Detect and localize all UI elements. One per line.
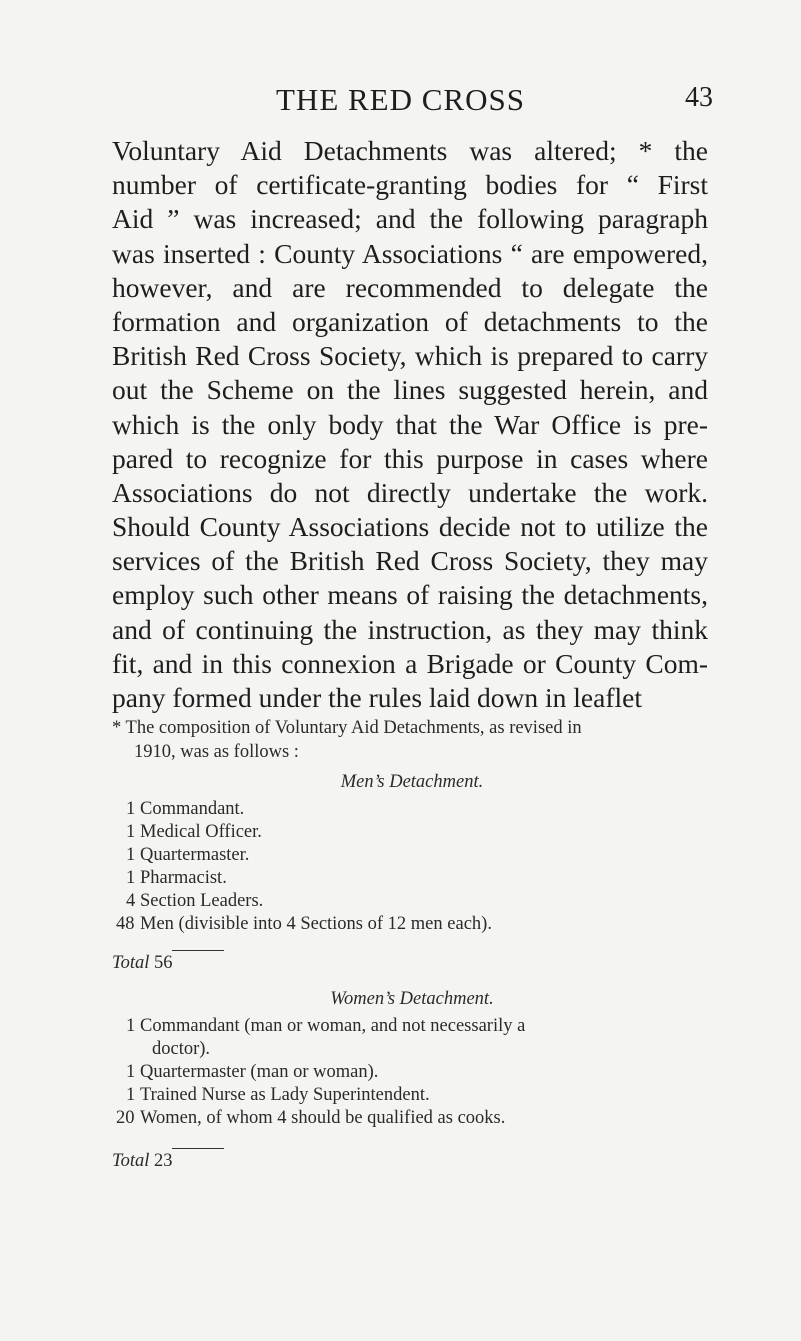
body-line: formation and organization of detachments to the (112, 305, 708, 337)
list-item: 48 Men (divisible into 4 Sections of 12 men each). (116, 914, 492, 934)
list-item: 1 Commandant (man or woman, and not necessarily a (126, 1016, 526, 1036)
body-line: which is the only body that the War Office is pre- (112, 408, 708, 440)
womens-detachment-heading: Women’s Detachment. (330, 989, 494, 1009)
list-item-cont: doctor). (152, 1039, 211, 1059)
body-line: Associations do not directly undertake the work. (112, 476, 708, 508)
footnote-intro-cont: 1910, was as follows : (134, 742, 299, 762)
list-item: 1 Quartermaster (man or woman). (126, 1062, 379, 1082)
running-title: THE RED CROSS (276, 82, 525, 117)
mens-total: Total 56 (112, 953, 173, 973)
womens-detachment-list (112, 1015, 712, 1130)
footnote-intro: * The composition of Voluntary Aid Detachments, as revised in (112, 718, 582, 738)
womens-total: Total 23 (112, 1151, 173, 1171)
body-line: Aid ” was increased; and the following paragraph (112, 203, 708, 235)
body-line: employ such other means of raising the detachments, (112, 579, 708, 611)
list-item: 1 Medical Officer. (126, 822, 262, 842)
footnote (112, 716, 712, 1173)
body-line: number of certificate-granting bodies for “ First (112, 169, 708, 201)
body-line: however, and are recommended to delegate the (112, 271, 708, 303)
list-item: 4 Section Leaders. (126, 891, 264, 911)
body-line: Voluntary Aid Detachments was altered; * the (112, 135, 708, 166)
body-line: and of continuing the instruction, as they may think (112, 613, 708, 645)
body-line: British Red Cross Society, which is prepared to carry (112, 340, 708, 372)
list-item: 1 Pharmacist. (126, 868, 227, 888)
page-header (0, 82, 801, 122)
body-line: services of the British Red Cross Society, they may (112, 545, 708, 577)
body-line: fit, and in this connexion a Brigade or County Com- (112, 647, 708, 679)
body-line: Should County Associations decide not to utilize the (112, 511, 708, 543)
list-item: 20 Women, of whom 4 should be qualified as cooks. (116, 1108, 506, 1128)
body-line: pared to recognize for this purpose in cases where (112, 442, 708, 474)
list-item: 1 Trained Nurse as Lady Superintendent. (126, 1085, 430, 1105)
mens-detachment-list (112, 798, 712, 936)
list-item: 1 Quartermaster. (126, 845, 250, 865)
page-number: 43 (685, 82, 713, 113)
list-item: 1 Commandant. (126, 799, 245, 819)
body-line: pany formed under the rules laid down in leaflet (112, 682, 642, 713)
body-paragraph (112, 134, 708, 715)
body-line: was inserted : County Associations “ are empowered, (112, 237, 708, 269)
body-line: out the Scheme on the lines suggested herein, and (112, 374, 708, 406)
mens-detachment-heading: Men’s Detachment. (340, 772, 484, 792)
